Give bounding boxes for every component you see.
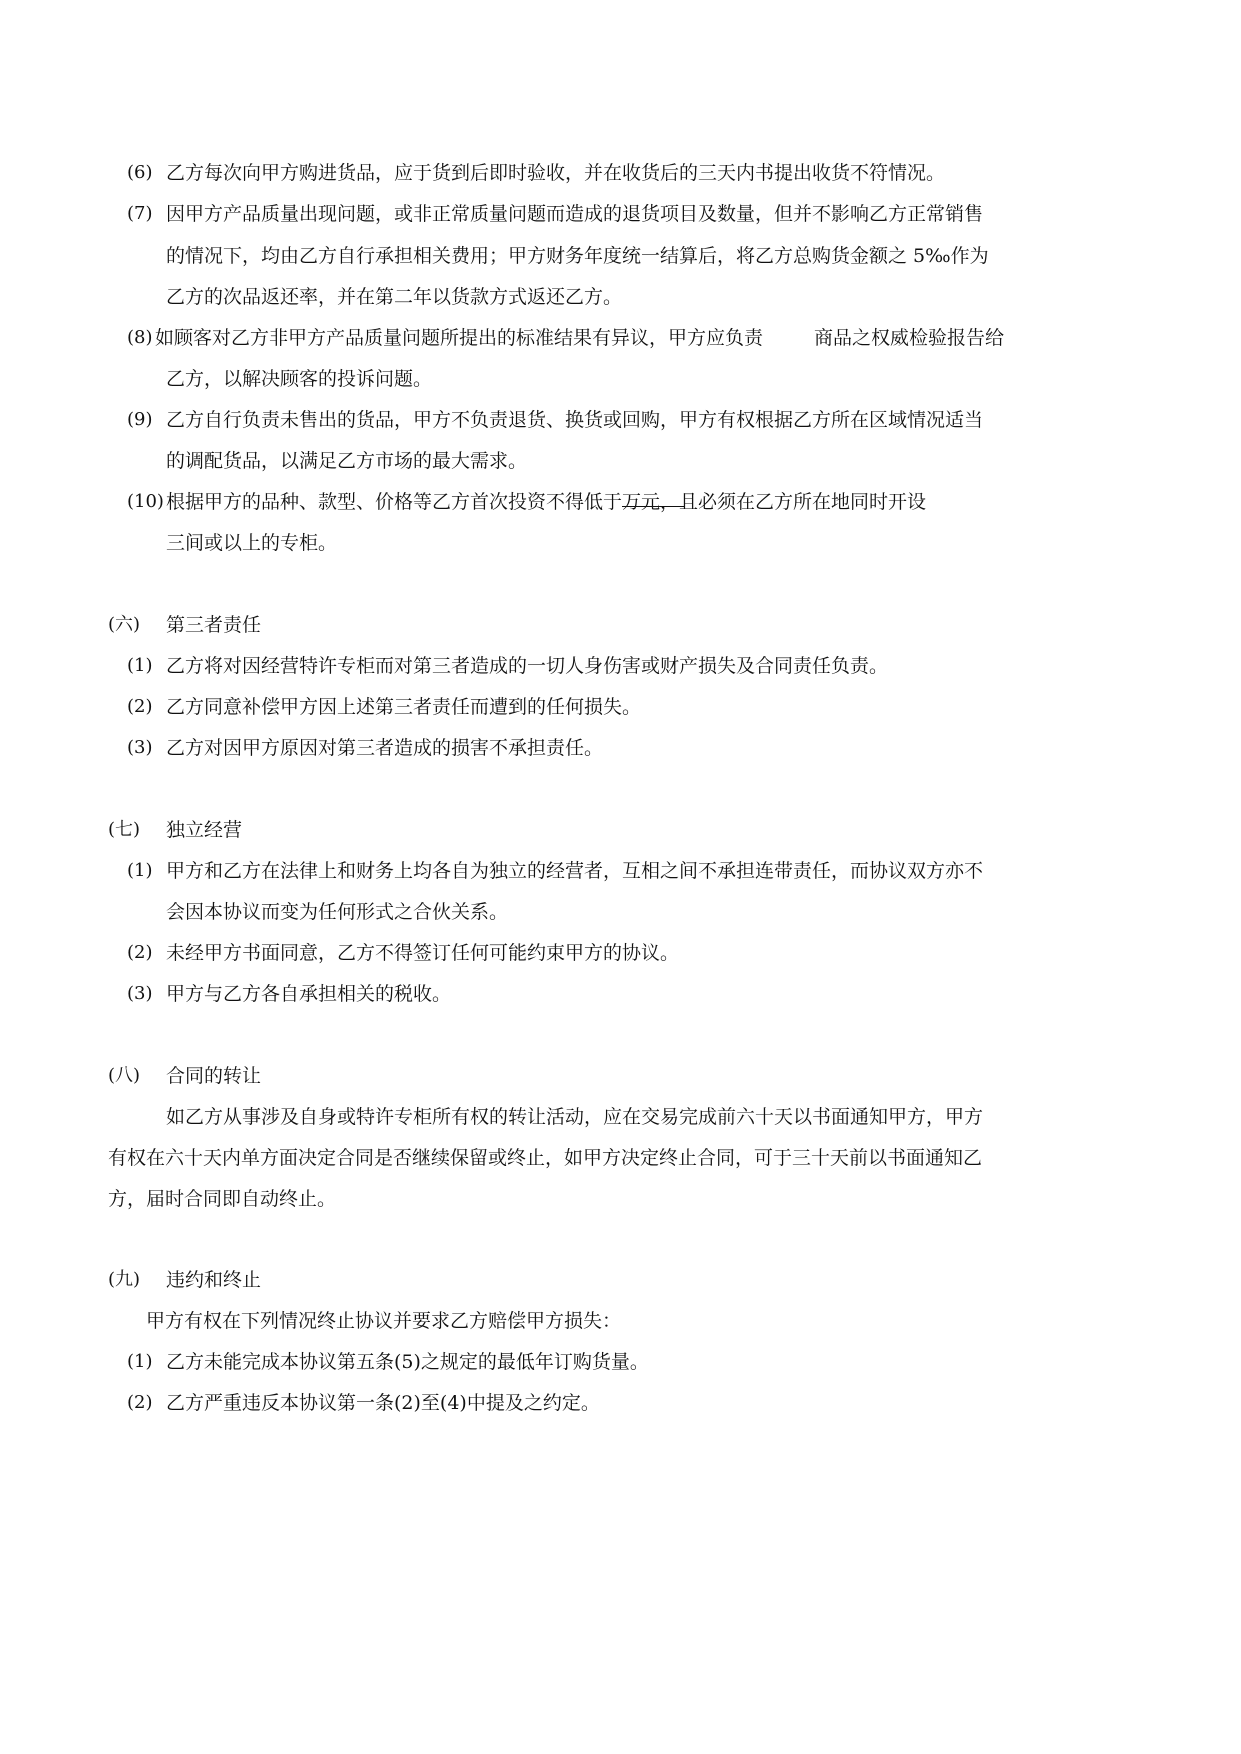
item-text-part: 根据甲方的品种、款型、价格等乙方首次投资不得低于 (166, 491, 623, 513)
clause-9-2 (0, 1387, 1241, 1419)
item-number: (2) (127, 942, 153, 963)
item-number: (3) (127, 983, 153, 1004)
section-8-paragraph-line1 (0, 1101, 1241, 1133)
clause-5-9 (0, 404, 1241, 436)
clause-7-1-line2 (0, 896, 1241, 928)
clause-5-7 (0, 198, 1241, 230)
clause-5-10 (0, 486, 1241, 518)
item-number: (2) (127, 696, 153, 717)
paragraph-text: 如乙方从事涉及自身或特许专柜所有权的转让活动，应在交易完成前六十天以书面通知甲方，甲方 (166, 1106, 984, 1128)
section-title: 第三者责任 (166, 614, 262, 636)
item-number: (1) (127, 860, 153, 881)
section-8-paragraph-line3 (0, 1183, 1241, 1215)
item-number: (9) (127, 409, 153, 430)
item-text: 乙方同意补偿甲方因上述第三者责任而遭到的任何损失。 (166, 696, 642, 718)
item-text: 乙方每次向甲方购进货品，应于货到后即时验收，并在收货后的三天内书提出收货不符情况。 (166, 162, 946, 184)
item-text: 乙方严重违反本协议第一条(2)至(4)中提及之约定。 (166, 1392, 600, 1414)
clause-7-1 (0, 855, 1241, 887)
item-text: 未经甲方书面同意，乙方不得签订任何可能约束甲方的协议。 (166, 942, 680, 964)
clause-7-3 (0, 978, 1241, 1010)
paragraph-text: 甲方有权在下列情况终止协议并要求乙方赔偿甲方损失： (146, 1310, 622, 1332)
item-text: 乙方，以解决顾客的投诉问题。 (166, 368, 433, 390)
clause-5-10-line2 (0, 527, 1241, 559)
section-title: 合同的转让 (166, 1065, 262, 1087)
item-text: 如顾客对乙方非甲方产品质量问题所提出的标准结果有异议，甲方应负责 (155, 327, 764, 349)
item-number: (6) (127, 162, 153, 183)
item-text: 因甲方产品质量出现问题，或非正常质量问题而造成的退货项目及数量，但并不影响乙方正常销售 (166, 203, 984, 225)
item-number: (7) (127, 203, 153, 224)
item-number: (1) (127, 655, 153, 676)
item-number: (3) (127, 737, 153, 758)
clause-7-2 (0, 937, 1241, 969)
section-7-heading (0, 814, 1241, 846)
clause-9-1 (0, 1346, 1241, 1378)
item-text: 甲方与乙方各自承担相关的税收。 (166, 983, 452, 1005)
section-9-heading (0, 1264, 1241, 1296)
section-number: (九) (108, 1269, 141, 1290)
section-number: (七) (108, 819, 141, 840)
section-8-heading (0, 1060, 1241, 1092)
item-text (166, 486, 926, 518)
item-text: 乙方将对因经营特许专柜而对第三者造成的一切人身伤害或财产损失及合同责任负责。 (166, 655, 889, 677)
clause-5-8-line2 (0, 363, 1241, 395)
item-text: 乙方未能完成本协议第五条(5)之规定的最低年订购货量。 (166, 1351, 649, 1373)
item-text: 商品之权威检验报告给 (814, 327, 1005, 349)
section-title: 违约和终止 (166, 1269, 262, 1291)
item-text: 会因本协议而变为任何形式之合伙关系。 (166, 901, 509, 923)
clause-6-2 (0, 691, 1241, 723)
amount-blank (622, 486, 684, 507)
item-text-part: 万元，且必须在乙方所在地同时开设 (622, 491, 927, 513)
item-text: 乙方对因甲方原因对第三者造成的损害不承担责任。 (166, 737, 604, 759)
section-number: (八) (108, 1065, 141, 1086)
clause-6-3 (0, 732, 1241, 764)
section-9-intro (0, 1305, 1241, 1337)
item-number: (1) (127, 1351, 153, 1372)
item-number: (10) (127, 491, 164, 512)
item-text: 乙方自行负责未售出的货品，甲方不负责退货、换货或回购，甲方有权根据乙方所在区域情况适当 (166, 409, 984, 431)
section-title: 独立经营 (166, 819, 243, 841)
item-text: 的调配货品，以满足乙方市场的最大需求。 (166, 450, 528, 472)
item-text: 甲方和乙方在法律上和财务上均各自为独立的经营者，互相之间不承担连带责任，而协议双方亦不 (166, 860, 984, 882)
clause-5-7-line2 (0, 240, 1241, 272)
item-text: 乙方的次品返还率，并在第二年以货款方式返还乙方。 (166, 286, 623, 308)
clause-5-8 (0, 322, 1241, 354)
clause-6-1 (0, 650, 1241, 682)
clause-5-7-line3 (0, 281, 1241, 313)
section-number: (六) (108, 614, 141, 635)
section-8-paragraph-line2 (0, 1142, 1241, 1174)
clause-5-6 (0, 157, 1241, 189)
item-text: 三间或以上的专柜。 (166, 532, 338, 554)
item-number: (2) (127, 1392, 153, 1413)
paragraph-text: 有权在六十天内单方面决定合同是否继续保留或终止，如甲方决定终止合同，可于三十天前以书面通知乙 (108, 1147, 983, 1169)
item-number: (8) (127, 327, 153, 348)
paragraph-text: 方，届时合同即自动终止。 (108, 1188, 337, 1210)
clause-5-9-line2 (0, 445, 1241, 477)
section-6-heading (0, 609, 1241, 641)
item-text: 的情况下，均由乙方自行承担相关费用；甲方财务年度统一结算后，将乙方总购货金额之 5‰作为 (166, 245, 989, 267)
